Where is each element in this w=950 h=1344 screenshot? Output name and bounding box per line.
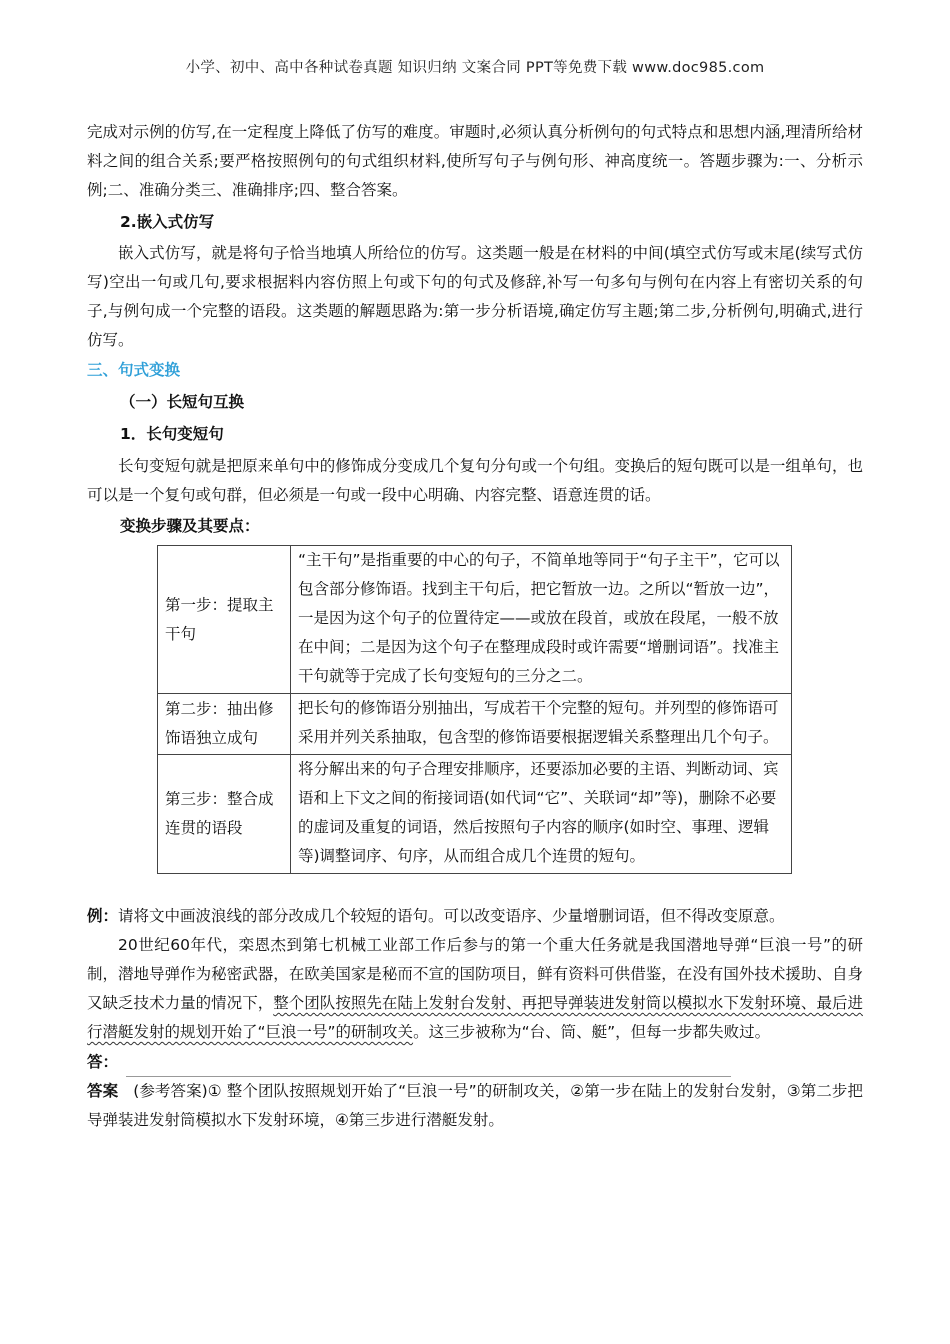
document-body — [87, 118, 863, 1135]
answer-blank[interactable] — [126, 1058, 731, 1077]
step-label: 第一步：提取主干句 — [158, 546, 291, 694]
example-label: 例： — [87, 907, 119, 925]
table-row — [158, 694, 792, 755]
table-row — [158, 755, 792, 874]
step-label: 第二步：抽出修饰语独立成句 — [158, 694, 291, 755]
steps-heading: 变换步骤及其要点： — [120, 517, 260, 535]
embedded-paragraph: 嵌入式仿写，就是将句子恰当地填人所给位的仿写。这类题一般是在材料的中间(填空式仿写或末尾(续写式仿写)空出一句或几句,要求根据料内容仿照上句或下句的句式及修辞,补写一句多句与例句在内容上有密切关系的句子,与例句成一个完整的语段。这类题的解题思路为:第一步分析语境,确定仿写主题;第二步,分析例句,明确式,进行仿写。 — [87, 244, 863, 349]
answer-heading: 答案 — [87, 1082, 119, 1100]
answer-line — [87, 1048, 863, 1077]
step-description: “主干句”是指重要的中心的句子，不简单地等同于“句子主干”，它可以包含部分修饰语。找到主干句后，把它暂放一边。之所以“暂放一边”，一是因为这个句子的位置待定——或放在段首，或放在段尾，一般不放在中间；二是因为这个句子在整理成段时或许需要“增删词语”。找准主干句就等于完成了长句变短句的三分之二。 — [291, 546, 792, 694]
embedded-heading: 2.嵌入式仿写 — [120, 213, 215, 231]
page-header: 小学、初中、高中各种试卷真题 知识归纳 文案合同 PPT等免费下载 www.doc985.com — [185, 60, 765, 76]
example-prompt — [87, 902, 863, 931]
table-row — [158, 546, 792, 694]
steps-table — [157, 545, 792, 874]
step-description: 把长句的修饰语分别抽出，写成若干个完整的短句。并列型的修饰语可采用并列关系抽取，包含型的修饰语要根据逻辑关系整理出几个句子。 — [291, 694, 792, 755]
example-block — [87, 902, 863, 1135]
section-heading: 三、句式变换 — [87, 361, 181, 379]
example-passage — [87, 931, 863, 1047]
subsection-heading: （一）长短句互换 — [120, 393, 245, 411]
wavy-underlined-text: 整个团队按照先在陆上发射台发射、再把导弹装进发射筒以模拟水下发射环境、最后进行潜艇发射的规划开始了“巨浪一号”的研制攻关 — [87, 994, 863, 1041]
answer-paragraph — [87, 1077, 863, 1135]
intro-paragraph: 完成对示例的仿写,在一定程度上降低了仿写的难度。审题时,必须认真分析例句的句式特点和思想内涵,理清所给材料之间的组合关系;要严格按照例句的句式组织材料,使所写句子与例句形、神高度统一。答题步骤为:一、分析示例;二、准确分类三、准确排序;四、整合答案。 — [87, 123, 863, 199]
example-prompt-text: 请将文中画波浪线的部分改成几个较短的语句。可以改变语序、少量增删词语，但不得改变原意。 — [118, 907, 785, 925]
step-description: 将分解出来的句子合理安排顺序，还要添加必要的主语、判断动词、宾语和上下文之间的衔接词语(如代词“它”、关联词“却”等)，删除不必要的虚词及重复的词语，然后按照句子内容的顺序(如时空、事理、逻辑等)调整词序、句序，从而组合成几个连贯的短句。 — [291, 755, 792, 874]
step-label: 第三步：整合成连贯的语段 — [158, 755, 291, 874]
long-to-short-heading: 1．长句变短句 — [120, 425, 224, 443]
passage-after: 。这三步被称为“台、筒、艇”，但每一步都失败过。 — [413, 1023, 771, 1041]
answer-label: 答： — [87, 1053, 119, 1071]
long-to-short-paragraph: 长句变短句就是把原来单句中的修饰成分变成几个复句分句或一个句组。变换后的短句既可以是一组单句，也可以是一个复句或句群，但必须是一句或一段中心明确、内容完整、语意连贯的话。 — [87, 457, 863, 504]
passage-before: 20世纪60年代，栾恩杰到第七机械工业部工作后参与的第一个重大任务就是我国潜地导弹“巨浪一号”的研制，潜地导弹作为秘密武器，在欧美国家是秘而不宣的国防项目，鲜有资料可供借鉴，在没有国外技术援助、自身又缺乏技术力量的情况下， — [87, 936, 863, 1012]
answer-text: (参考答案)① 整个团队按照规划开始了“巨浪一号”的研制攻关，②第一步在陆上的发射台发射，③第二步把导弹装进发射筒模拟水下发射环境，④第三步进行潜艇发射。 — [87, 1082, 863, 1129]
